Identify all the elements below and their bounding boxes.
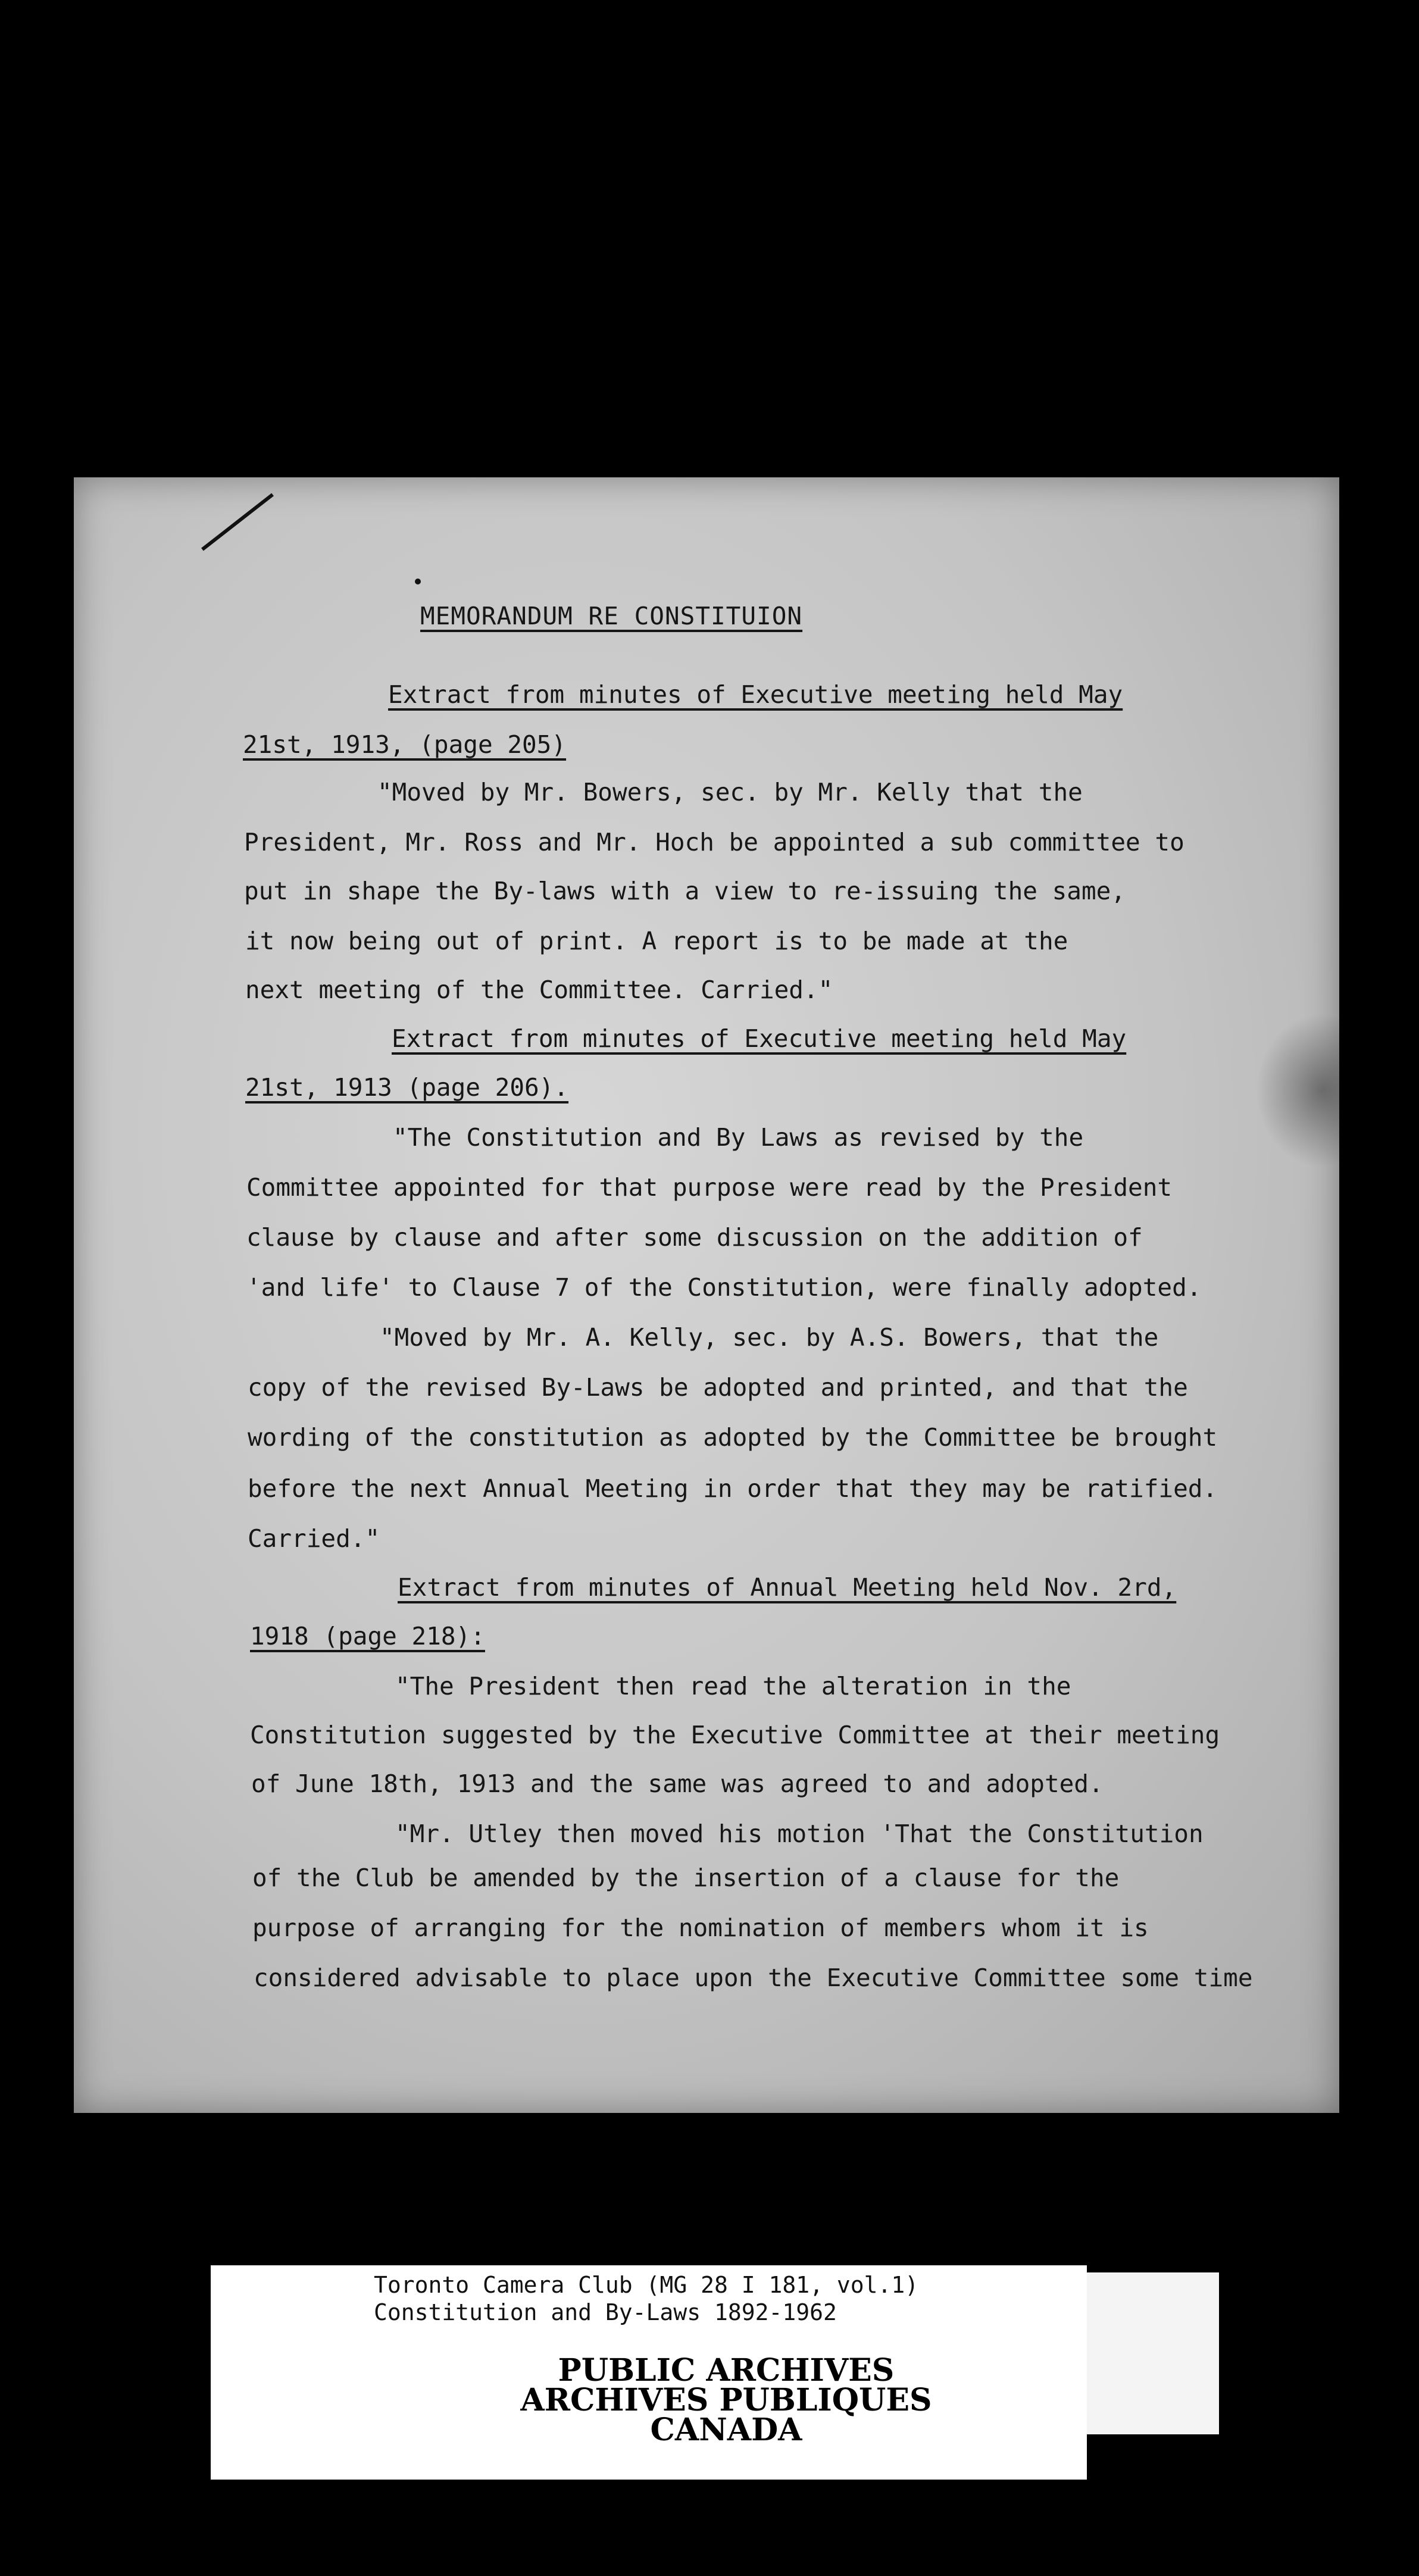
text-line: before the next Annual Meeting in order that they may be ratified. (248, 1474, 1218, 1503)
text-line: considered advisable to place upon the Executive Committee some time (254, 1964, 1253, 1992)
stamp-line: PUBLIC ARCHIVES (558, 2352, 895, 2389)
typed-text-block (74, 477, 1339, 2113)
stamp-line: CANADA (650, 2412, 802, 2448)
text-line: "The Constitution and By Laws as revised by the (393, 1123, 1084, 1152)
text-line: "The President then read the alteration in the (395, 1672, 1071, 1700)
text-line: of the Club be amended by the insertion of a clause for the (252, 1864, 1120, 1892)
text-line: it now being out of print. A report is to be made at the (245, 927, 1068, 955)
archive-reference-line: Constitution and By-Laws 1892-1962 (374, 2299, 837, 2325)
stamp-line: ARCHIVES PUBLIQUES (520, 2382, 932, 2418)
extract-heading-2-cont: 21st, 1913 (page 206). (245, 1073, 569, 1102)
archive-reference (374, 2271, 918, 2326)
extract-heading-3: Extract from minutes of Annual Meeting held Nov. 2rd, (398, 1573, 1177, 1602)
text-line: Committee appointed for that purpose were read by the President (246, 1173, 1173, 1202)
extract-heading-1: Extract from minutes of Executive meeting held May (388, 680, 1123, 709)
extract-heading-2: Extract from minutes of Executive meeting held May (392, 1024, 1127, 1053)
public-archives-stamp (476, 2352, 976, 2448)
text-line: "Moved by Mr. A. Kelly, sec. by A.S. Bowers, that the (380, 1323, 1159, 1352)
text-line: next meeting of the Committee. Carried." (245, 976, 833, 1004)
text-line: "Moved by Mr. Bowers, sec. by Mr. Kelly that the (377, 778, 1083, 806)
text-line: copy of the revised By-Laws be adopted and printed, and that the (248, 1373, 1188, 1402)
memo-title: MEMORANDUM RE CONSTITUION (420, 602, 803, 630)
text-line: put in shape the By-laws with a view to re-issuing the same, (244, 877, 1126, 905)
document-page (74, 477, 1339, 2113)
text-line: President, Mr. Ross and Mr. Hoch be appointed a sub committee to (244, 828, 1184, 856)
label-card-right (1087, 2272, 1219, 2434)
extract-heading-3-cont: 1918 (page 218): (250, 1622, 485, 1650)
text-line: clause by clause and after some discussion on the addition of (246, 1223, 1143, 1252)
archive-reference-line: Toronto Camera Club (MG 28 I 181, vol.1) (374, 2272, 919, 2298)
text-line: of June 18th, 1913 and the same was agreed to and adopted. (251, 1770, 1104, 1798)
text-line: Constitution suggested by the Executive Committee at their meeting (250, 1721, 1220, 1749)
text-line: 'and life' to Clause 7 of the Constitution, were finally adopted. (246, 1273, 1202, 1302)
text-line: purpose of arranging for the nomination of members whom it is (252, 1914, 1149, 1942)
extract-heading-1-cont: 21st, 1913, (page 205) (243, 730, 567, 759)
text-line: "Mr. Utley then moved his motion 'That the Constitution (395, 1820, 1204, 1848)
text-line: Carried." (248, 1524, 380, 1553)
text-line: wording of the constitution as adopted by the Committee be brought (248, 1423, 1218, 1452)
